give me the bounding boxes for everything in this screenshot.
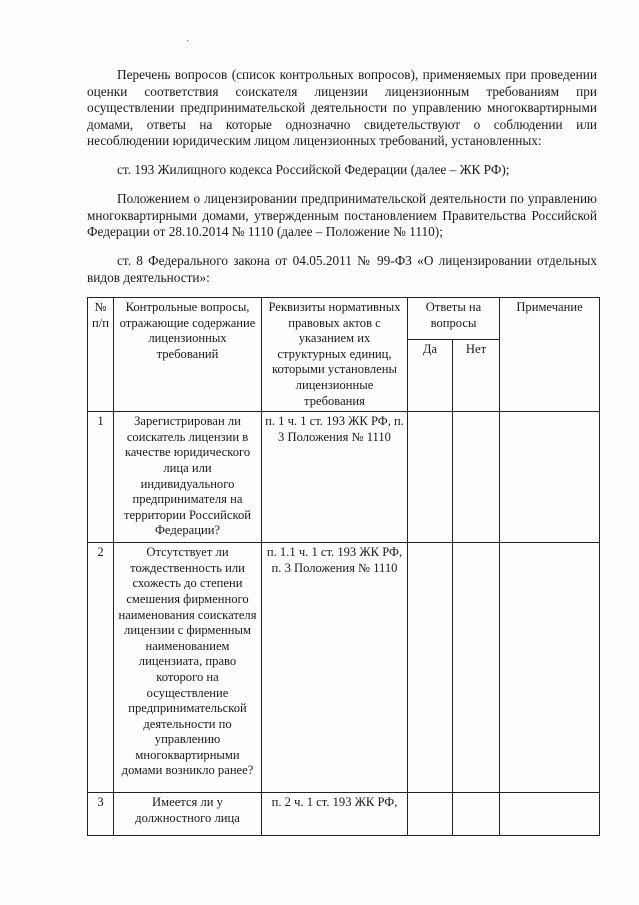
row-yes <box>408 793 453 836</box>
row-requisites: п. 1 ч. 1 ст. 193 ЖК РФ, п. 3 Положения № 1110 <box>262 412 408 543</box>
header-num: № п/п <box>88 298 114 412</box>
row-question: Отсутствует ли тождественность или схожесть до степени смешения фирменного наименования соискателя лицензии с фирменным наименованием лицензиата, право которого на осуществление предпринимательской деятельности по управлению многоквартирными домами возникло ранее? <box>114 543 262 793</box>
row-note <box>500 543 600 793</box>
intro-paragraph-2: ст. 193 Жилищного кодекса Российской Федерации (далее – ЖК РФ); <box>117 162 510 177</box>
row-yes <box>408 412 453 543</box>
row-num: 3 <box>88 793 114 836</box>
header-question: Контрольные вопросы, отражающие содержание лицензионных требований <box>114 298 262 412</box>
row-no <box>453 543 500 793</box>
row-no <box>453 793 500 836</box>
intro-paragraph-4: ст. 8 Федерального закона от 04.05.2011 № 99-ФЗ «О лицензировании отдельных видов деятельности»: <box>87 253 597 285</box>
header-note: Примечание <box>500 298 600 412</box>
row-note <box>500 793 600 836</box>
row-question: Имеется ли у должностного лица <box>114 793 262 836</box>
row-yes <box>408 543 453 793</box>
table-row <box>88 412 600 543</box>
row-requisites: п. 1.1 ч. 1 ст. 193 ЖК РФ, п. 3 Положения № 1110 <box>262 543 408 793</box>
header-yes: Да <box>408 339 453 412</box>
intro-paragraph-3: Положением о лицензировании предпринимательской деятельности по управлению многоквартирными домами, утвержденным постановлением Правительства Российской Федерации от 28.10.2014 № 1110 (далее – Положение № 1110); <box>87 191 597 240</box>
intro-paragraph-1: Перечень вопросов (список контрольных вопросов), применяемых при проведении оценки соответствия соискателя лицензии лицензионным требованиям при осуществлении предпринимательской деятельности по управлению многоквартирными домами, ответы на которые однозначно свидетельствуют о соблюдении или несоблюдении юридическим лицом лицензионных требований, установленных: <box>87 67 597 149</box>
table-header-row <box>88 298 600 340</box>
table-row <box>88 793 600 836</box>
row-question: Зарегистрирован ли соискатель лицензии в качестве юридического лица или индивидуального предпринимателя на территории Российской Федерации? <box>114 412 262 543</box>
header-no: Нет <box>453 339 500 412</box>
row-note <box>500 412 600 543</box>
row-num: 2 <box>88 543 114 793</box>
row-num: 1 <box>88 412 114 543</box>
scan-mark: · <box>186 36 190 47</box>
checklist-table <box>87 297 600 836</box>
row-requisites: п. 2 ч. 1 ст. 193 ЖК РФ, <box>262 793 408 836</box>
table-row <box>88 543 600 793</box>
row-no <box>453 412 500 543</box>
header-requisites: Реквизиты нормативных правовых актов с указанием их структурных единиц, которыми установлены лицензионные требования <box>262 298 408 412</box>
header-answers: Ответы на вопросы <box>408 298 500 340</box>
